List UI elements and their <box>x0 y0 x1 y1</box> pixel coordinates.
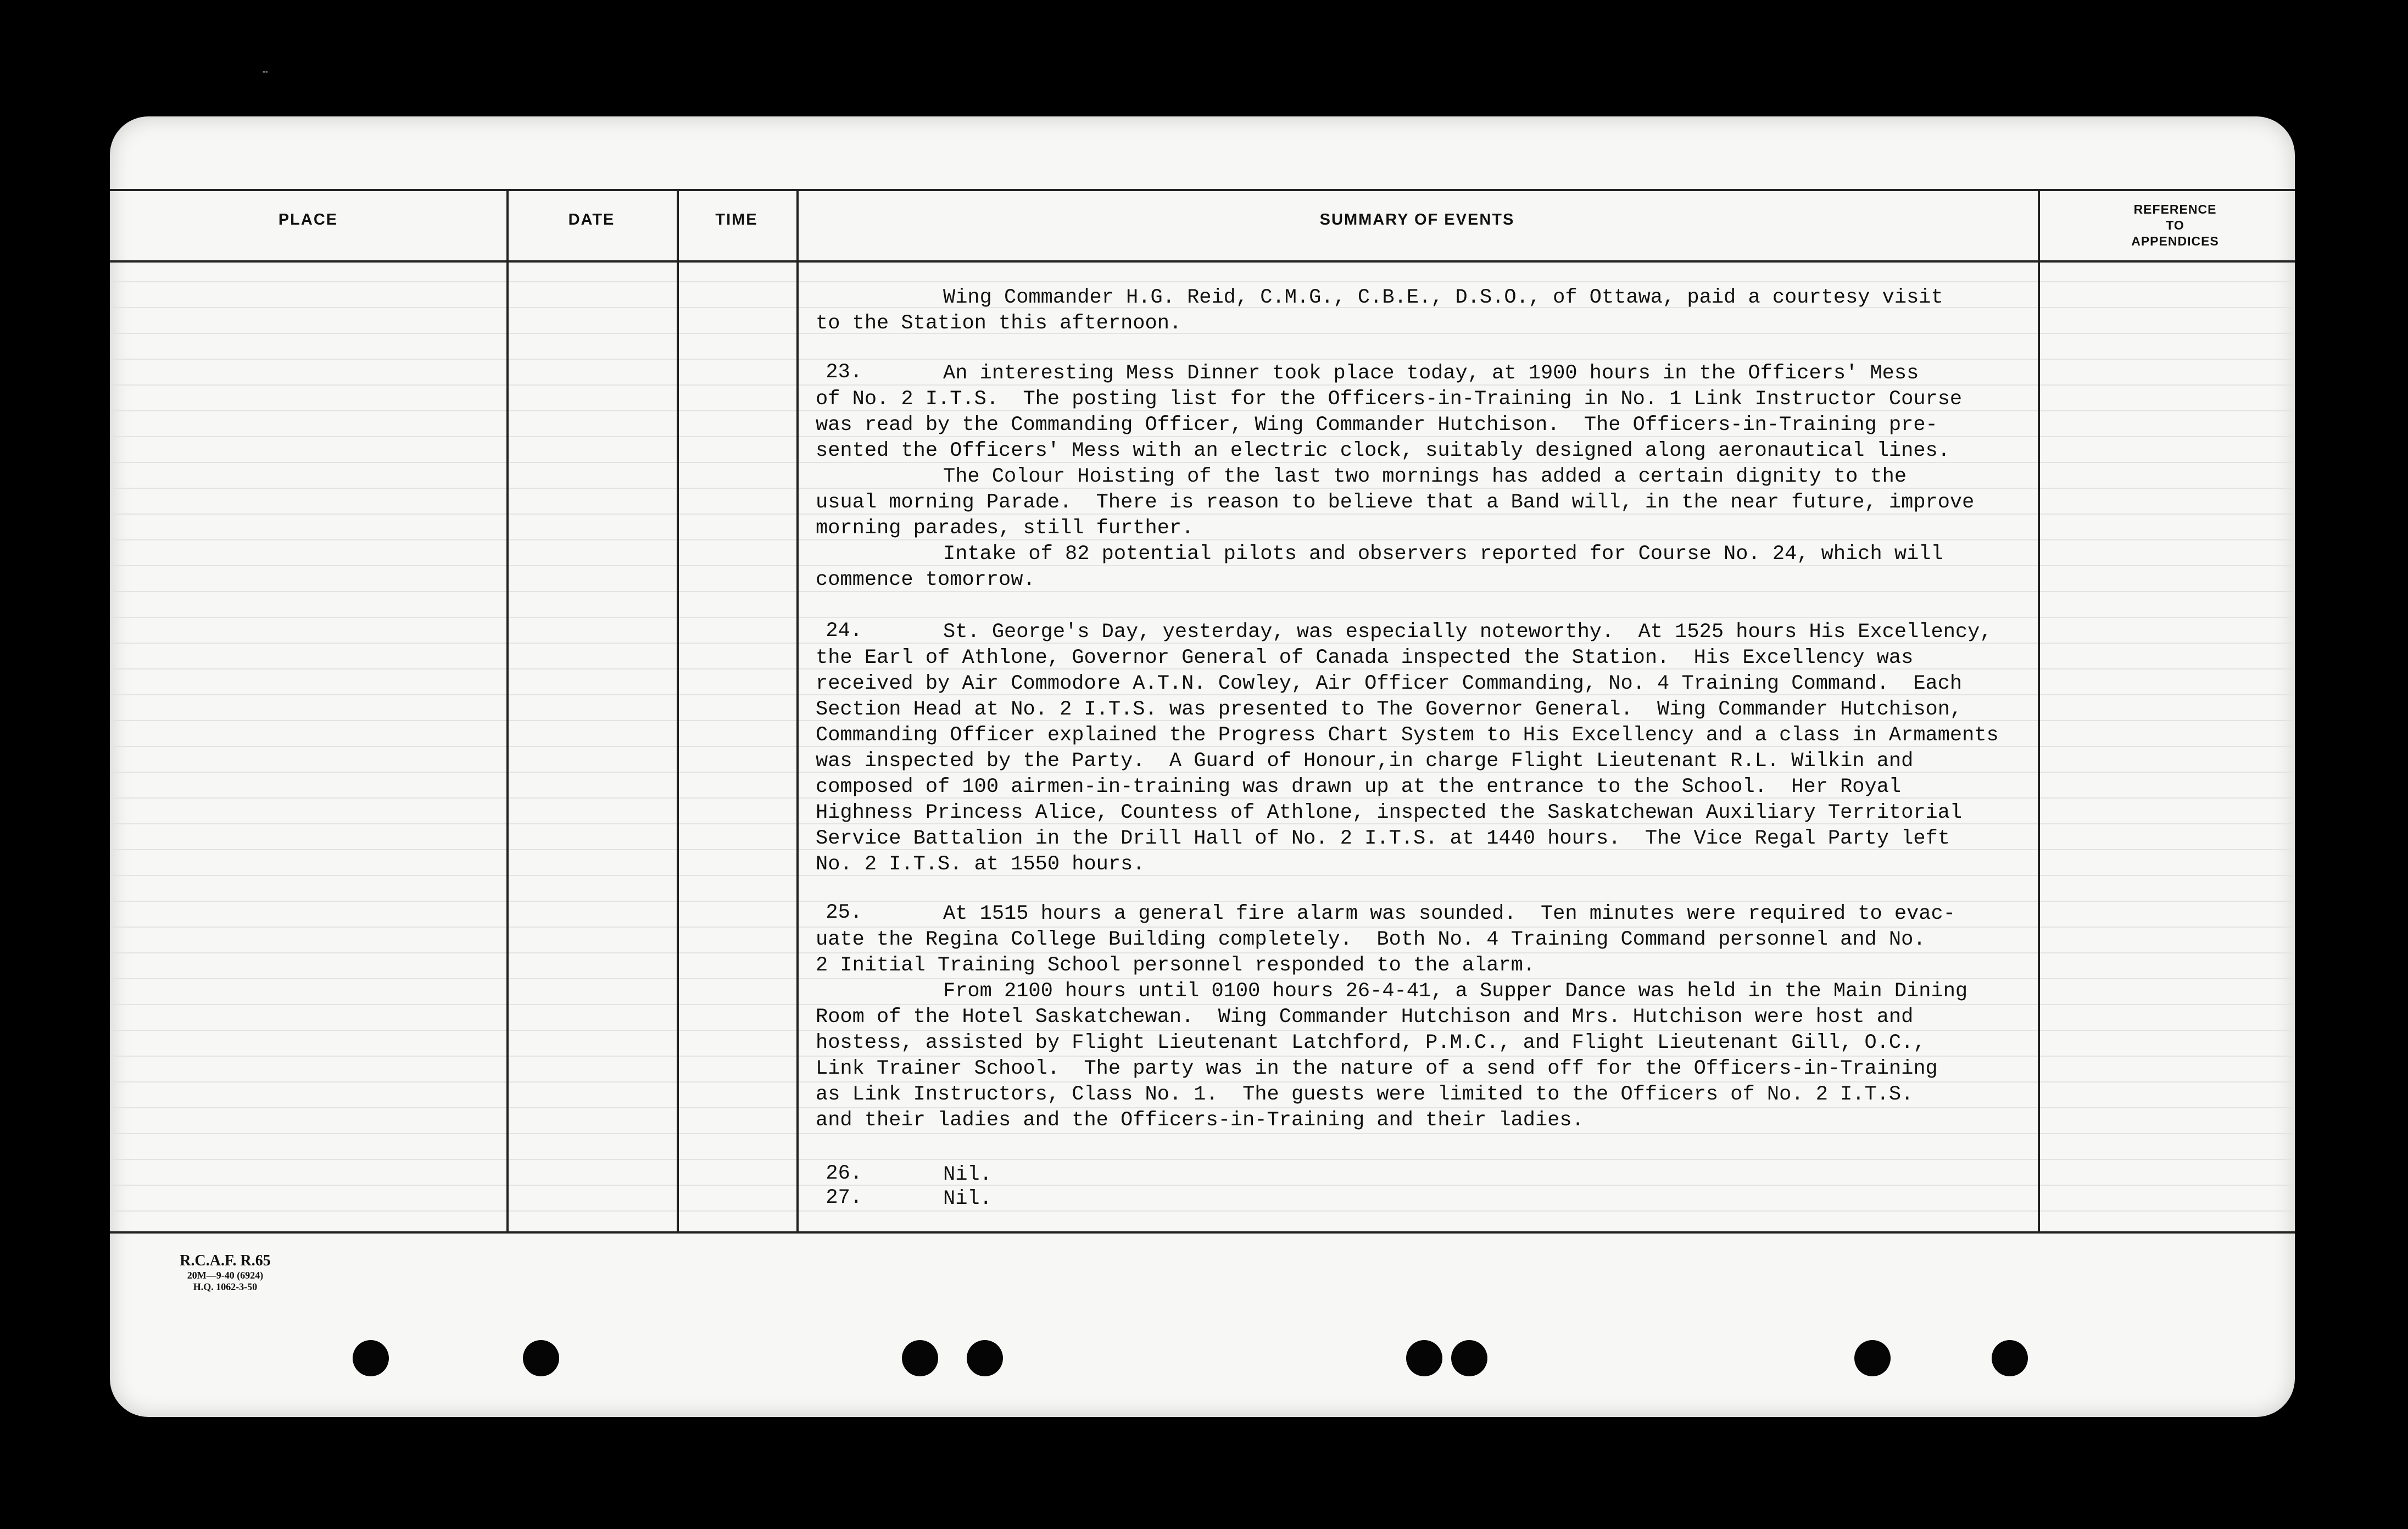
header-reference-line: TO <box>2166 218 2184 232</box>
entry-line: Room of the Hotel Saskatchewan. Wing Commander Hutchison and Mrs. Hutchison were host and <box>816 1006 1914 1029</box>
entry-text <box>816 361 2205 593</box>
entry-line: The Colour Hoisting of the last two mornings has added a certain dignity to the <box>943 465 1907 488</box>
punch-hole <box>902 1340 938 1376</box>
entry-text <box>816 285 2205 337</box>
form-code-line: R.C.A.F. R.65 <box>180 1252 271 1269</box>
entry-line: of No. 2 I.T.S. The posting list for the Officers-in-Training in No. 1 Link Instructor Course <box>816 388 1963 411</box>
entry-line: received by Air Commodore A.T.N. Cowley, Air Officer Commanding, No. 4 Training Command. Each <box>816 672 1963 695</box>
entry-line: Nil. <box>943 1163 992 1186</box>
entry-line: Service Battalion in the Drill Hall of No. 2 I.T.S. at 1440 hours. The Vice Regal Party left <box>816 827 1950 850</box>
entry-text <box>816 620 2205 878</box>
entry-text <box>816 1186 2205 1212</box>
header-reference-line: REFERENCE <box>2133 202 2217 216</box>
entry-line: St. George's Day, yesterday, was especially noteworthy. At 1525 hours His Excellency, <box>943 621 1992 644</box>
entry-line: commence tomorrow. <box>816 568 1035 591</box>
entry-line: to the Station this afternoon. <box>816 312 1182 335</box>
column-divider-date-time <box>677 189 679 1232</box>
entry-line: the Earl of Athlone, Governor General of Canada inspected the Station. His Excellency was <box>816 646 1914 669</box>
punch-hole <box>967 1340 1003 1376</box>
entry-line: was read by the Commanding Officer, Wing Commander Hutchison. The Officers-in-Training pre- <box>816 414 1938 437</box>
header-date: DATE <box>568 211 615 228</box>
entry-line: morning parades, still further. <box>816 517 1194 540</box>
punch-hole <box>1854 1340 1891 1376</box>
ruled-line <box>110 359 2295 360</box>
entry-line: No. 2 I.T.S. at 1550 hours. <box>816 853 1145 876</box>
entry-line: Commanding Officer explained the Progress Chart System to His Excellency and a class in Armaments <box>816 724 1999 747</box>
entry-line: composed of 100 airmen-in-training was drawn up at the entrance to the School. Her Royal <box>816 775 1902 799</box>
header-bottom-rule <box>110 260 2295 263</box>
entry-line: and their ladies and the Officers-in-Training and their ladies. <box>816 1109 1584 1132</box>
header-summary: SUMMARY OF EVENTS <box>1319 211 1515 228</box>
column-divider-time-summary <box>796 189 799 1232</box>
entry-text <box>816 1162 2205 1188</box>
ruled-line <box>110 1159 2295 1160</box>
entry-line: usual morning Parade. There is reason to believe that a Band will, in the near future, improve <box>816 491 1975 514</box>
entry-line: hostess, assisted by Flight Lieutenant Latchford, P.M.C., and Flight Lieutenant Gill, O.C., <box>816 1031 1926 1054</box>
entry-date: 27. <box>826 1186 862 1209</box>
film-frame-mark: ▪▪ <box>263 67 268 76</box>
entry-line: An interesting Mess Dinner took place today, at 1900 hours in the Officers' Mess <box>943 362 1919 385</box>
form-code <box>154 1252 297 1293</box>
entry-line: From 2100 hours until 0100 hours 26-4-41, a Supper Dance was held in the Main Dining <box>943 980 1968 1003</box>
punch-hole <box>1992 1340 2028 1376</box>
entry-line: Section Head at No. 2 I.T.S. was presented to The Governor General. Wing Commander Hutchison, <box>816 698 1963 721</box>
entry-line: At 1515 hours a general fire alarm was sounded. Ten minutes were required to evac- <box>943 902 1955 925</box>
entry-line: Link Trainer School. The party was in the nature of a send off for the Officers-in-Training <box>816 1057 1938 1080</box>
header-time: TIME <box>715 211 758 228</box>
header-place: PLACE <box>278 211 338 228</box>
punch-hole <box>1406 1340 1442 1376</box>
entry-line: was inspected by the Party. A Guard of Honour,in charge Flight Lieutenant R.L. Wilkin and <box>816 750 1914 773</box>
column-divider-place-date <box>506 189 509 1232</box>
entry-line: Intake of 82 potential pilots and observers reported for Course No. 24, which will <box>943 543 1943 566</box>
header-reference <box>2093 202 2258 249</box>
entry-text <box>816 901 2205 1134</box>
punch-hole <box>523 1340 559 1376</box>
entry-line: sented the Officers' Mess with an electric clock, suitably designed along aeronautical lines. <box>816 439 1950 462</box>
diary-sheet <box>110 116 2295 1417</box>
entry-line: Highness Princess Alice, Countess of Athlone, inspected the Saskatchewan Auxiliary Territorial <box>816 801 1963 824</box>
ruled-line <box>110 617 2295 618</box>
entry-date: 24. <box>826 620 862 643</box>
entry-line: Nil. <box>943 1187 992 1210</box>
punch-hole <box>1451 1340 1487 1376</box>
entry-line: Wing Commander H.G. Reid, C.M.G., C.B.E., D.S.O., of Ottawa, paid a courtesy visit <box>943 286 1943 309</box>
entry-date: 26. <box>826 1162 862 1185</box>
form-code-line: 20M—9-40 (6924) <box>187 1270 264 1281</box>
entry-date: 25. <box>826 901 862 924</box>
ruled-line <box>110 281 2295 282</box>
form-code-line: H.Q. 1062-3-50 <box>193 1281 258 1292</box>
header-top-rule <box>110 189 2295 191</box>
header-reference-line: APPENDICES <box>2131 234 2219 248</box>
table-bottom-rule <box>110 1231 2295 1234</box>
entry-line: uate the Regina College Building completely. Both No. 4 Training Command personnel and No. <box>816 928 1926 951</box>
entry-date: 23. <box>826 361 862 384</box>
entry-line: 2 Initial Training School personnel responded to the alarm. <box>816 954 1536 977</box>
punch-hole <box>353 1340 389 1376</box>
entry-line: as Link Instructors, Class No. 1. The guests were limited to the Officers of No. 2 I.T.S. <box>816 1083 1914 1106</box>
